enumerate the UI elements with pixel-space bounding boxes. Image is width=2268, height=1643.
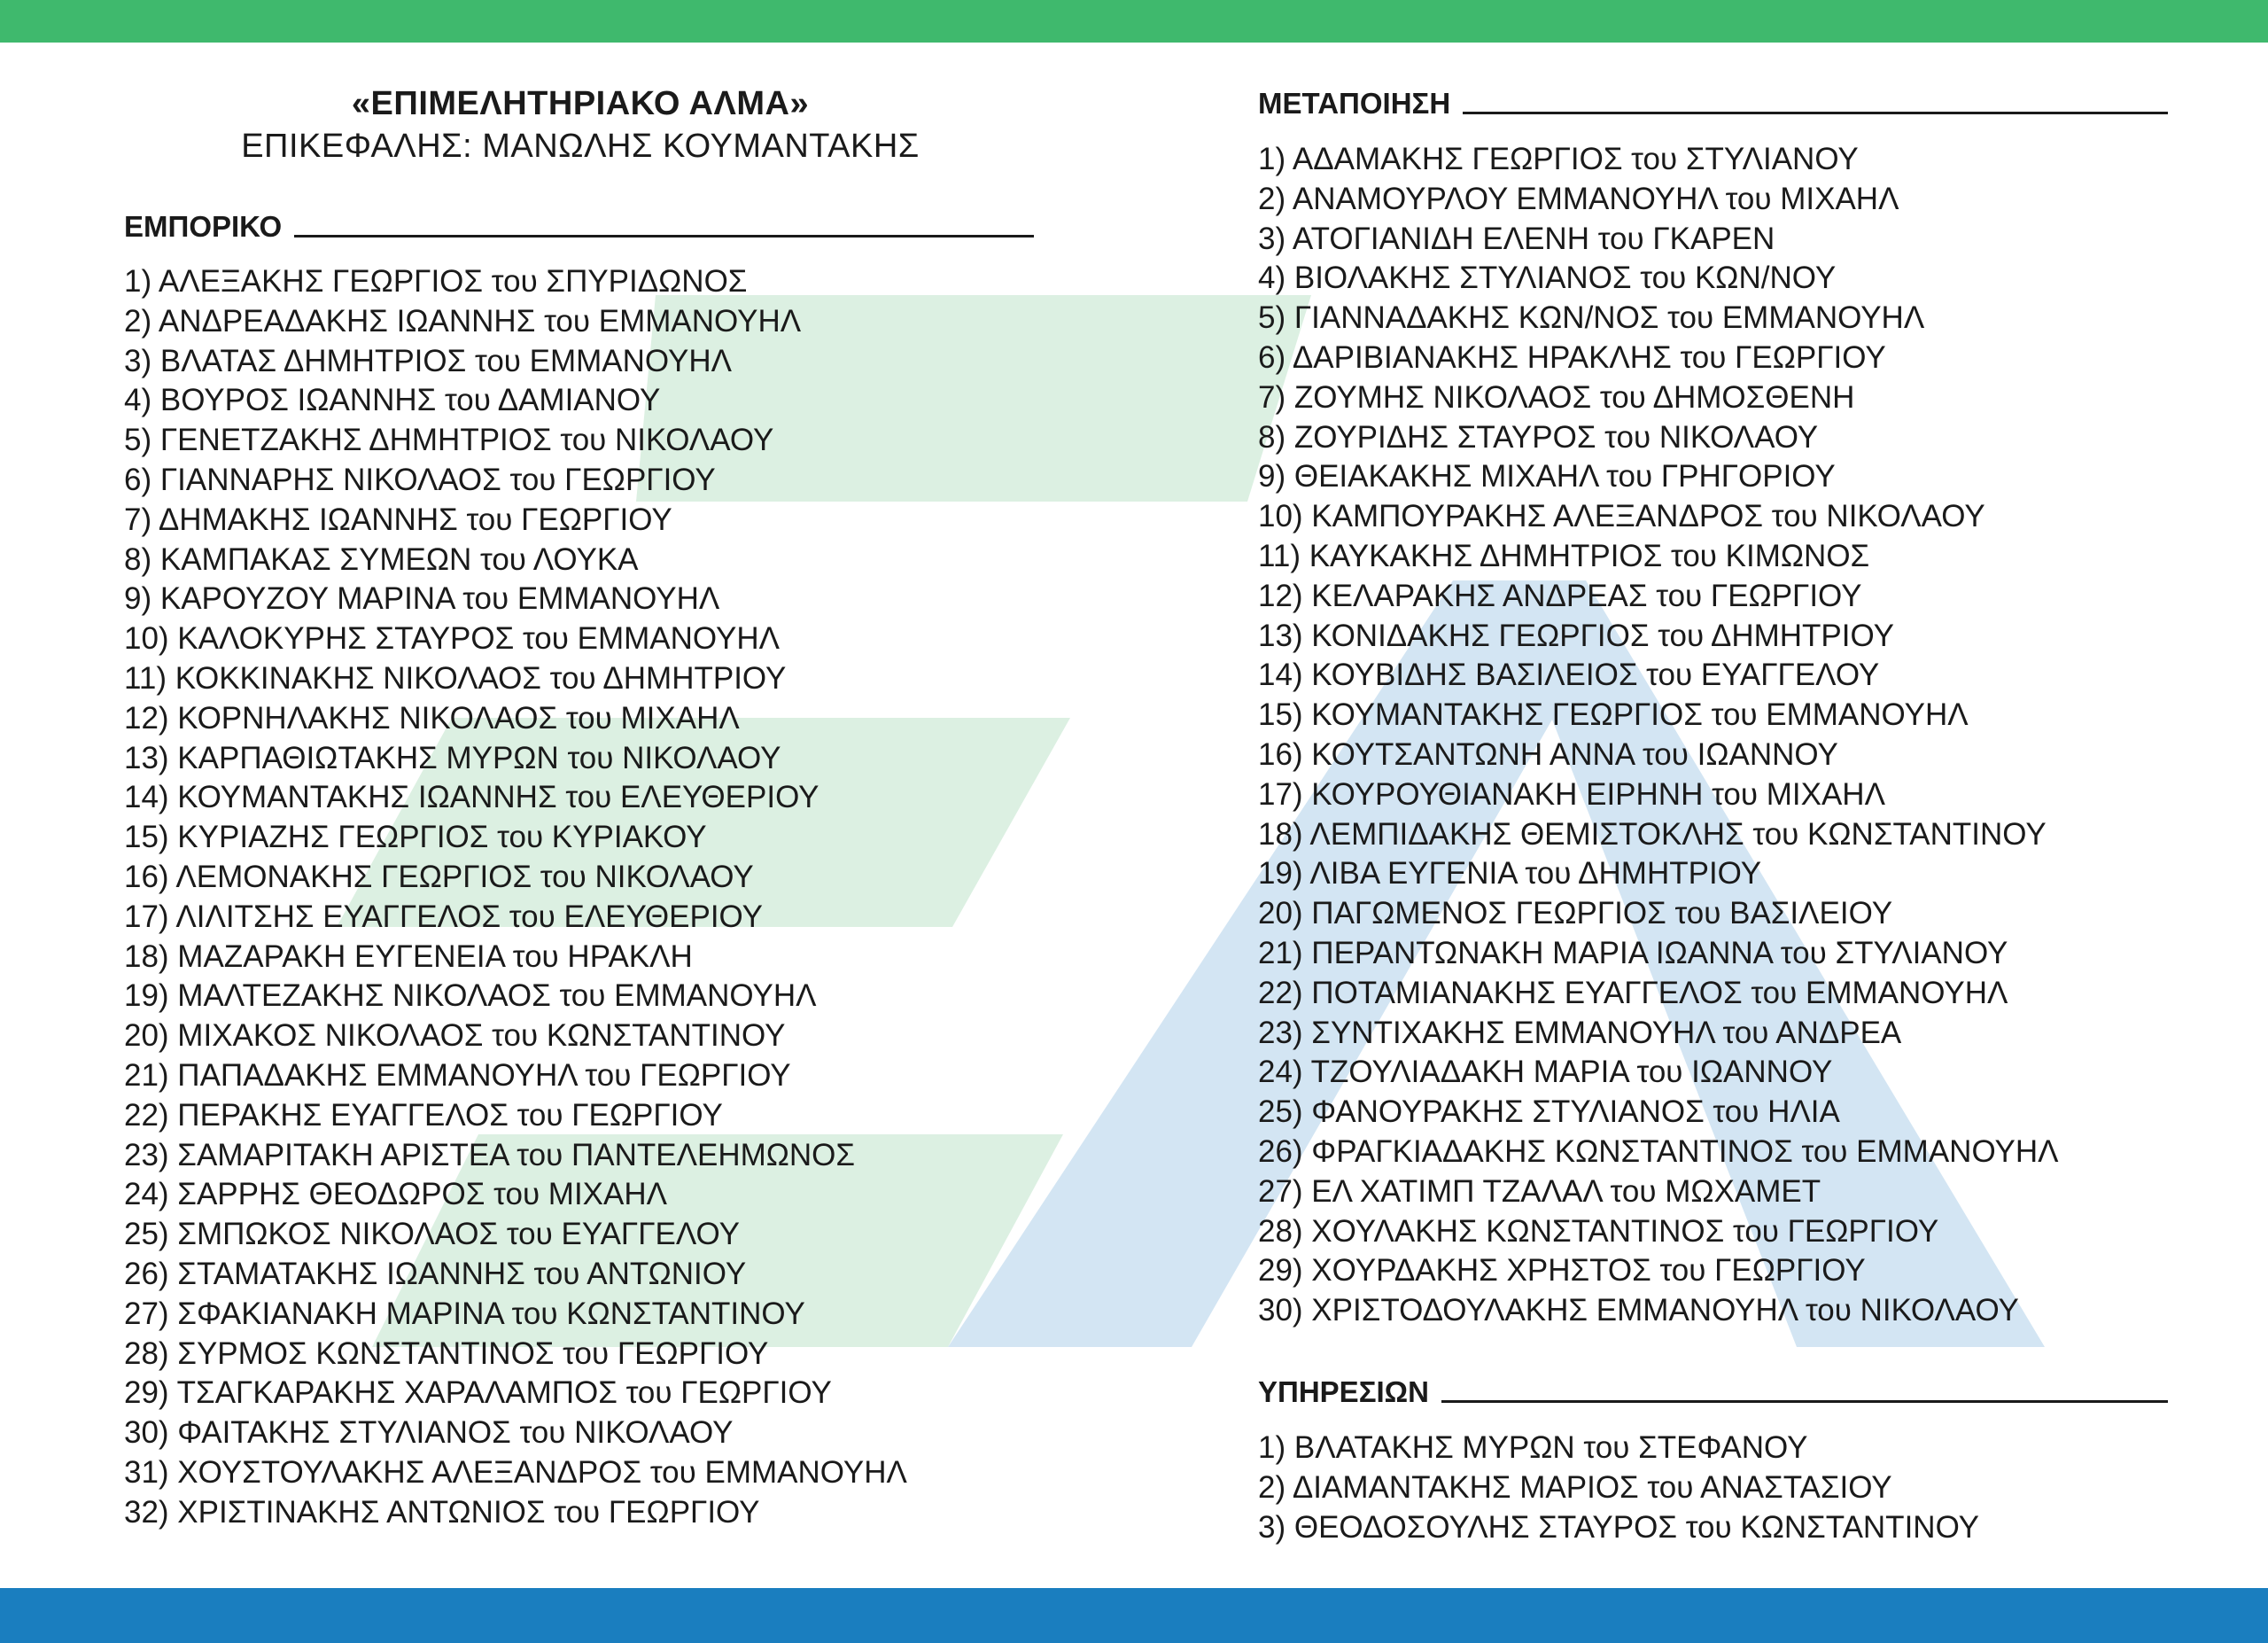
candidate-item: 4) ΒΙΟΛΑΚΗΣ ΣΤΥΛΙΑΝΟΣ του ΚΩΝ/ΝΟΥ	[1258, 261, 1837, 296]
candidate-item: 28) ΧΟΥΛΑΚΗΣ ΚΩΝΣΤΑΝΤΙΝΟΣ του ΓΕΩΡΓΙΟΥ	[1258, 1213, 1939, 1249]
candidate-item: 3) ΒΛΑΤΑΣ ΔΗΜΗΤΡΙΟΣ του ΕΜΜΑΝΟΥΗΛ	[124, 343, 733, 378]
section-header-metapoiisi	[1258, 86, 2168, 121]
candidate-item: 10) ΚΑΛΟΚΥΡΗΣ ΣΤΑΥΡΟΣ του ΕΜΜΑΝΟΥΗΛ	[124, 621, 781, 657]
candidate-item: 2) ΔΙΑΜΑΝΤΑΚΗΣ ΜΑΡΙΟΣ του ΑΝΑΣΤΑΣΙΟΥ	[1258, 1469, 1892, 1505]
candidate-item: 11) ΚΟΚΚΙΝΑΚΗΣ ΝΙΚΟΛΑΟΣ του ΔΗΜΗΤΡΙΟΥ	[124, 660, 787, 696]
ballot-title: «ΕΠΙΜΕΛΗΤΗΡΙΑΚΟ ΑΛΜΑ»	[351, 85, 810, 122]
candidate-list-ypiresion	[1258, 1429, 1979, 1547]
section-header-ypiresion	[1258, 1374, 2168, 1410]
section-rule	[294, 235, 1034, 237]
candidate-item: 21) ΠΑΠΑΔΑΚΗΣ ΕΜΜΑΝΟΥΗΛ του ΓΕΩΡΓΙΟΥ	[124, 1057, 791, 1093]
candidate-item: 7) ΖΟΥΜΗΣ ΝΙΚΟΛΑΟΣ του ΔΗΜΟΣΘΕΝΗ	[1258, 379, 1855, 415]
candidate-item: 22) ΠΕΡΑΚΗΣ ΕΥΑΓΓΕΛΟΣ του ΓΕΩΡΓΙΟΥ	[124, 1097, 723, 1133]
candidate-item: 24) ΣΑΡΡΗΣ ΘΕΟΔΩΡΟΣ του ΜΙΧΑΗΛ	[124, 1177, 668, 1212]
candidate-list-emporiko	[124, 262, 907, 1533]
candidate-item: 18) ΛΕΜΠΙΔΑΚΗΣ ΘΕΜΙΣΤΟΚΛΗΣ του ΚΩΝΣΤΑΝΤΙΝΟΥ	[1258, 816, 2047, 852]
candidate-item: 3) ΑΤΟΓΙΑΝΙΔΗ ΕΛΕΝΗ του ΓΚΑΡΕΝ	[1258, 221, 1775, 256]
candidate-item: 28) ΣΥΡΜΟΣ ΚΩΝΣΤΑΝΤΙΝΟΣ του ΓΕΩΡΓΙΟΥ	[124, 1335, 769, 1371]
candidate-item: 29) ΧΟΥΡΔΑΚΗΣ ΧΡΗΣΤΟΣ του ΓΕΩΡΓΙΟΥ	[1258, 1253, 1866, 1289]
bottom-color-band	[0, 1588, 2268, 1643]
candidate-item: 8) ΚΑΜΠΑΚΑΣ ΣΥΜΕΩΝ του ΛΟΥΚΑ	[124, 541, 639, 577]
candidate-item: 6) ΔΑΡΙΒΙΑΝΑΚΗΣ ΗΡΑΚΛΗΣ του ΓΕΩΡΓΙΟΥ	[1258, 339, 1886, 375]
candidate-item: 12) ΚΟΡΝΗΛΑΚΗΣ ΝΙΚΟΛΑΟΣ του ΜΙΧΑΗΛ	[124, 700, 740, 736]
candidate-item: 15) ΚΟΥΜΑΝΤΑΚΗΣ ΓΕΩΡΓΙΟΣ του ΕΜΜΑΝΟΥΗΛ	[1258, 697, 1969, 733]
section-title-ypiresion: ΥΠΗΡΕΣΙΩΝ	[1258, 1375, 1429, 1408]
candidate-item: 20) ΠΑΓΩΜΕΝΟΣ ΓΕΩΡΓΙΟΣ του ΒΑΣΙΛΕΙΟΥ	[1258, 896, 1893, 931]
candidate-item: 3) ΘΕΟΔΟΣΟΥΛΗΣ ΣΤΑΥΡΟΣ του ΚΩΝΣΤΑΝΤΙΝΟΥ	[1258, 1509, 1980, 1545]
candidate-item: 1) ΑΛΕΞΑΚΗΣ ΓΕΩΡΓΙΟΣ του ΣΠΥΡΙΔΩΝΟΣ	[124, 264, 748, 299]
candidate-item: 25) ΣΜΠΩΚΟΣ ΝΙΚΟΛΑΟΣ του ΕΥΑΓΓΕΛΟΥ	[124, 1217, 740, 1252]
section-title-emporiko: ΕΜΠΟΡΙΚΟ	[124, 210, 283, 243]
candidate-item: 2) ΑΝΑΜΟΥΡΛΟΥ ΕΜΜΑΝΟΥΗΛ του ΜΙΧΑΗΛ	[1258, 181, 1899, 216]
candidate-item: 10) ΚΑΜΠΟΥΡΑΚΗΣ ΑΛΕΞΑΝΔΡΟΣ του ΝΙΚΟΛΑΟΥ	[1258, 499, 1985, 534]
candidate-item: 19) ΜΑΛΤΕΖΑΚΗΣ ΝΙΚΟΛΑΟΣ του ΕΜΜΑΝΟΥΗΛ	[124, 978, 817, 1014]
section-rule	[1463, 112, 2168, 114]
candidate-item: 17) ΚΟΥΡΟΥΘΙΑΝΑΚΗ ΕΙΡΗΝΗ του ΜΙΧΑΗΛ	[1258, 776, 1885, 812]
candidate-item: 11) ΚΑΥΚΑΚΗΣ ΔΗΜΗΤΡΙΟΣ του ΚΙΜΩΝΟΣ	[1258, 538, 1870, 573]
candidate-item: 2) ΑΝΔΡΕΑΔΑΚΗΣ ΙΩΑΝΝΗΣ του ΕΜΜΑΝΟΥΗΛ	[124, 303, 802, 339]
candidate-item: 32) ΧΡΙΣΤΙΝΑΚΗΣ ΑΝΤΩΝΙΟΣ του ΓΕΩΡΓΙΟΥ	[124, 1494, 760, 1530]
ballot-leader: ΕΠΙΚΕΦΑΛΗΣ: ΜΑΝΩΛΗΣ ΚΟΥΜΑΝΤΑΚΗΣ	[241, 128, 920, 165]
candidate-item: 26) ΦΡΑΓΚΙΑΔΑΚΗΣ ΚΩΝΣΤΑΝΤΙΝΟΣ του ΕΜΜΑΝΟΥΗΛ	[1258, 1133, 2059, 1169]
candidate-item: 14) ΚΟΥΜΑΝΤΑΚΗΣ ΙΩΑΝΝΗΣ του ΕΛΕΥΘΕΡΙΟΥ	[124, 780, 819, 815]
candidate-item: 7) ΔΗΜΑΚΗΣ ΙΩΑΝΝΗΣ του ΓΕΩΡΓΙΟΥ	[124, 502, 672, 537]
candidate-item: 15) ΚΥΡΙΑΖΗΣ ΓΕΩΡΓΙΟΣ του ΚΥΡΙΑΚΟΥ	[124, 820, 707, 855]
candidate-item: 12) ΚΕΛΑΡΑΚΗΣ ΑΝΔΡΕΑΣ του ΓΕΩΡΓΙΟΥ	[1258, 578, 1862, 613]
candidate-list-metapoiisi	[1258, 140, 2059, 1331]
candidate-item: 13) ΚΟΝΙΔΑΚΗΣ ΓΕΩΡΓΙΟΣ του ΔΗΜΗΤΡΙΟΥ	[1258, 618, 1894, 653]
candidate-item: 5) ΓΙΑΝΝΑΔΑΚΗΣ ΚΩΝ/ΝΟΣ του ΕΜΜΑΝΟΥΗΛ	[1258, 300, 1925, 336]
candidate-item: 1) ΒΛΑΤΑΚΗΣ ΜΥΡΩΝ του ΣΤΕΦΑΝΟΥ	[1258, 1430, 1808, 1465]
section-header-emporiko	[124, 209, 1034, 245]
candidate-item: 30) ΧΡΙΣΤΟΔΟΥΛΑΚΗΣ ΕΜΜΑΝΟΥΗΛ του ΝΙΚΟΛΑΟΥ	[1258, 1293, 2019, 1328]
candidate-item: 23) ΣΑΜΑΡΙΤΑΚΗ ΑΡΙΣΤΕΑ του ΠΑΝΤΕΛΕΗΜΩΝΟΣ	[124, 1137, 856, 1172]
candidate-item: 23) ΣΥΝΤΙΧΑΚΗΣ ΕΜΜΑΝΟΥΗΛ του ΑΝΔΡΕΑ	[1258, 1015, 1902, 1050]
candidate-item: 30) ΦΑΙΤΑΚΗΣ ΣΤΥΛΙΑΝΟΣ του ΝΙΚΟΛΑΟΥ	[124, 1415, 734, 1451]
candidate-item: 9) ΚΑΡΟΥΖΟΥ ΜΑΡΙΝΑ του ΕΜΜΑΝΟΥΗΛ	[124, 581, 720, 617]
candidate-item: 21) ΠΕΡΑΝΤΩΝΑΚΗ ΜΑΡΙΑ ΙΩΑΝΝΑ του ΣΤΥΛΙΑΝΟΥ	[1258, 935, 2008, 970]
candidate-item: 27) ΕΛ ΧΑΤΙΜΠ ΤΖΑΛΑΛ του ΜΩΧΑΜΕΤ	[1258, 1173, 1821, 1209]
candidate-item: 29) ΤΣΑΓΚΑΡΑΚΗΣ ΧΑΡΑΛΑΜΠΟΣ του ΓΕΩΡΓΙΟΥ	[124, 1375, 832, 1411]
candidate-item: 9) ΘΕΙΑΚΑΚΗΣ ΜΙΧΑΗΛ του ΓΡΗΓΟΡΙΟΥ	[1258, 459, 1836, 494]
section-title-metapoiisi: ΜΕΤΑΠΟΙΗΣΗ	[1258, 87, 1451, 120]
candidate-item: 14) ΚΟΥΒΙΔΗΣ ΒΑΣΙΛΕΙΟΣ του ΕΥΑΓΓΕΛΟΥ	[1258, 658, 1880, 693]
candidate-item: 13) ΚΑΡΠΑΘΙΩΤΑΚΗΣ ΜΥΡΩΝ του ΝΙΚΟΛΑΟΥ	[124, 740, 781, 775]
candidate-item: 17) ΛΙΛΙΤΣΗΣ ΕΥΑΓΓΕΛΟΣ του ΕΛΕΥΘΕΡΙΟΥ	[124, 899, 763, 934]
candidate-item: 22) ΠΟΤΑΜΙΑΝΑΚΗΣ ΕΥΑΓΓΕΛΟΣ του ΕΜΜΑΝΟΥΗΛ	[1258, 975, 2008, 1010]
candidate-item: 6) ΓΙΑΝΝΑΡΗΣ ΝΙΚΟΛΑΟΣ του ΓΕΩΡΓΙΟΥ	[124, 462, 716, 497]
candidate-item: 1) ΑΔΑΜΑΚΗΣ ΓΕΩΡΓΙΟΣ του ΣΤΥΛΙΑΝΟΥ	[1258, 142, 1859, 176]
candidate-item: 26) ΣΤΑΜΑΤΑΚΗΣ ΙΩΑΝΝΗΣ του ΑΝΤΩΝΙΟΥ	[124, 1256, 747, 1291]
candidate-item: 24) ΤΖΟΥΛΙΑΔΑΚΗ ΜΑΡΙΑ του ΙΩΑΝΝΟΥ	[1258, 1055, 1833, 1090]
candidate-item: 4) ΒΟΥΡΟΣ ΙΩΑΝΝΗΣ του ΔΑΜΙΑΝΟΥ	[124, 383, 661, 418]
candidate-item: 5) ΓΕΝΕΤΖΑΚΗΣ ΔΗΜΗΤΡΙΟΣ του ΝΙΚΟΛΑΟΥ	[124, 423, 774, 458]
candidate-item: 27) ΣΦΑΚΙΑΝΑΚΗ ΜΑΡΙΝΑ του ΚΩΝΣΤΑΝΤΙΝΟΥ	[124, 1296, 805, 1331]
candidate-item: 20) ΜΙΧΑΚΟΣ ΝΙΚΟΛΑΟΣ του ΚΩΝΣΤΑΝΤΙΝΟΥ	[124, 1018, 786, 1054]
candidate-item: 31) ΧΟΥΣΤΟΥΛΑΚΗΣ ΑΛΕΞΑΝΔΡΟΣ του ΕΜΜΑΝΟΥΗΛ	[124, 1454, 907, 1490]
ballot-header	[124, 83, 1037, 168]
candidate-item: 16) ΚΟΥΤΣΑΝΤΩΝΗ ΑΝΝΑ του ΙΩΑΝΝΟΥ	[1258, 736, 1838, 772]
candidate-item: 19) ΛΙΒΑ ΕΥΓΕΝΙΑ του ΔΗΜΗΤΡΙΟΥ	[1258, 856, 1762, 892]
candidate-item: 25) ΦΑΝΟΥΡΑΚΗΣ ΣΤΥΛΙΑΝΟΣ του ΗΛΙΑ	[1258, 1094, 1840, 1130]
candidate-item: 16) ΛΕΜΟΝΑΚΗΣ ΓΕΩΡΓΙΟΣ του ΝΙΚΟΛΑΟΥ	[124, 859, 754, 894]
candidate-item: 18) ΜΑΖΑΡΑΚΗ ΕΥΓΕΝΕΙΑ του ΗΡΑΚΛΗ	[124, 938, 693, 974]
candidate-item: 8) ΖΟΥΡΙΔΗΣ ΣΤΑΥΡΟΣ του ΝΙΚΟΛΑΟΥ	[1258, 419, 1819, 455]
section-rule	[1441, 1400, 2168, 1403]
